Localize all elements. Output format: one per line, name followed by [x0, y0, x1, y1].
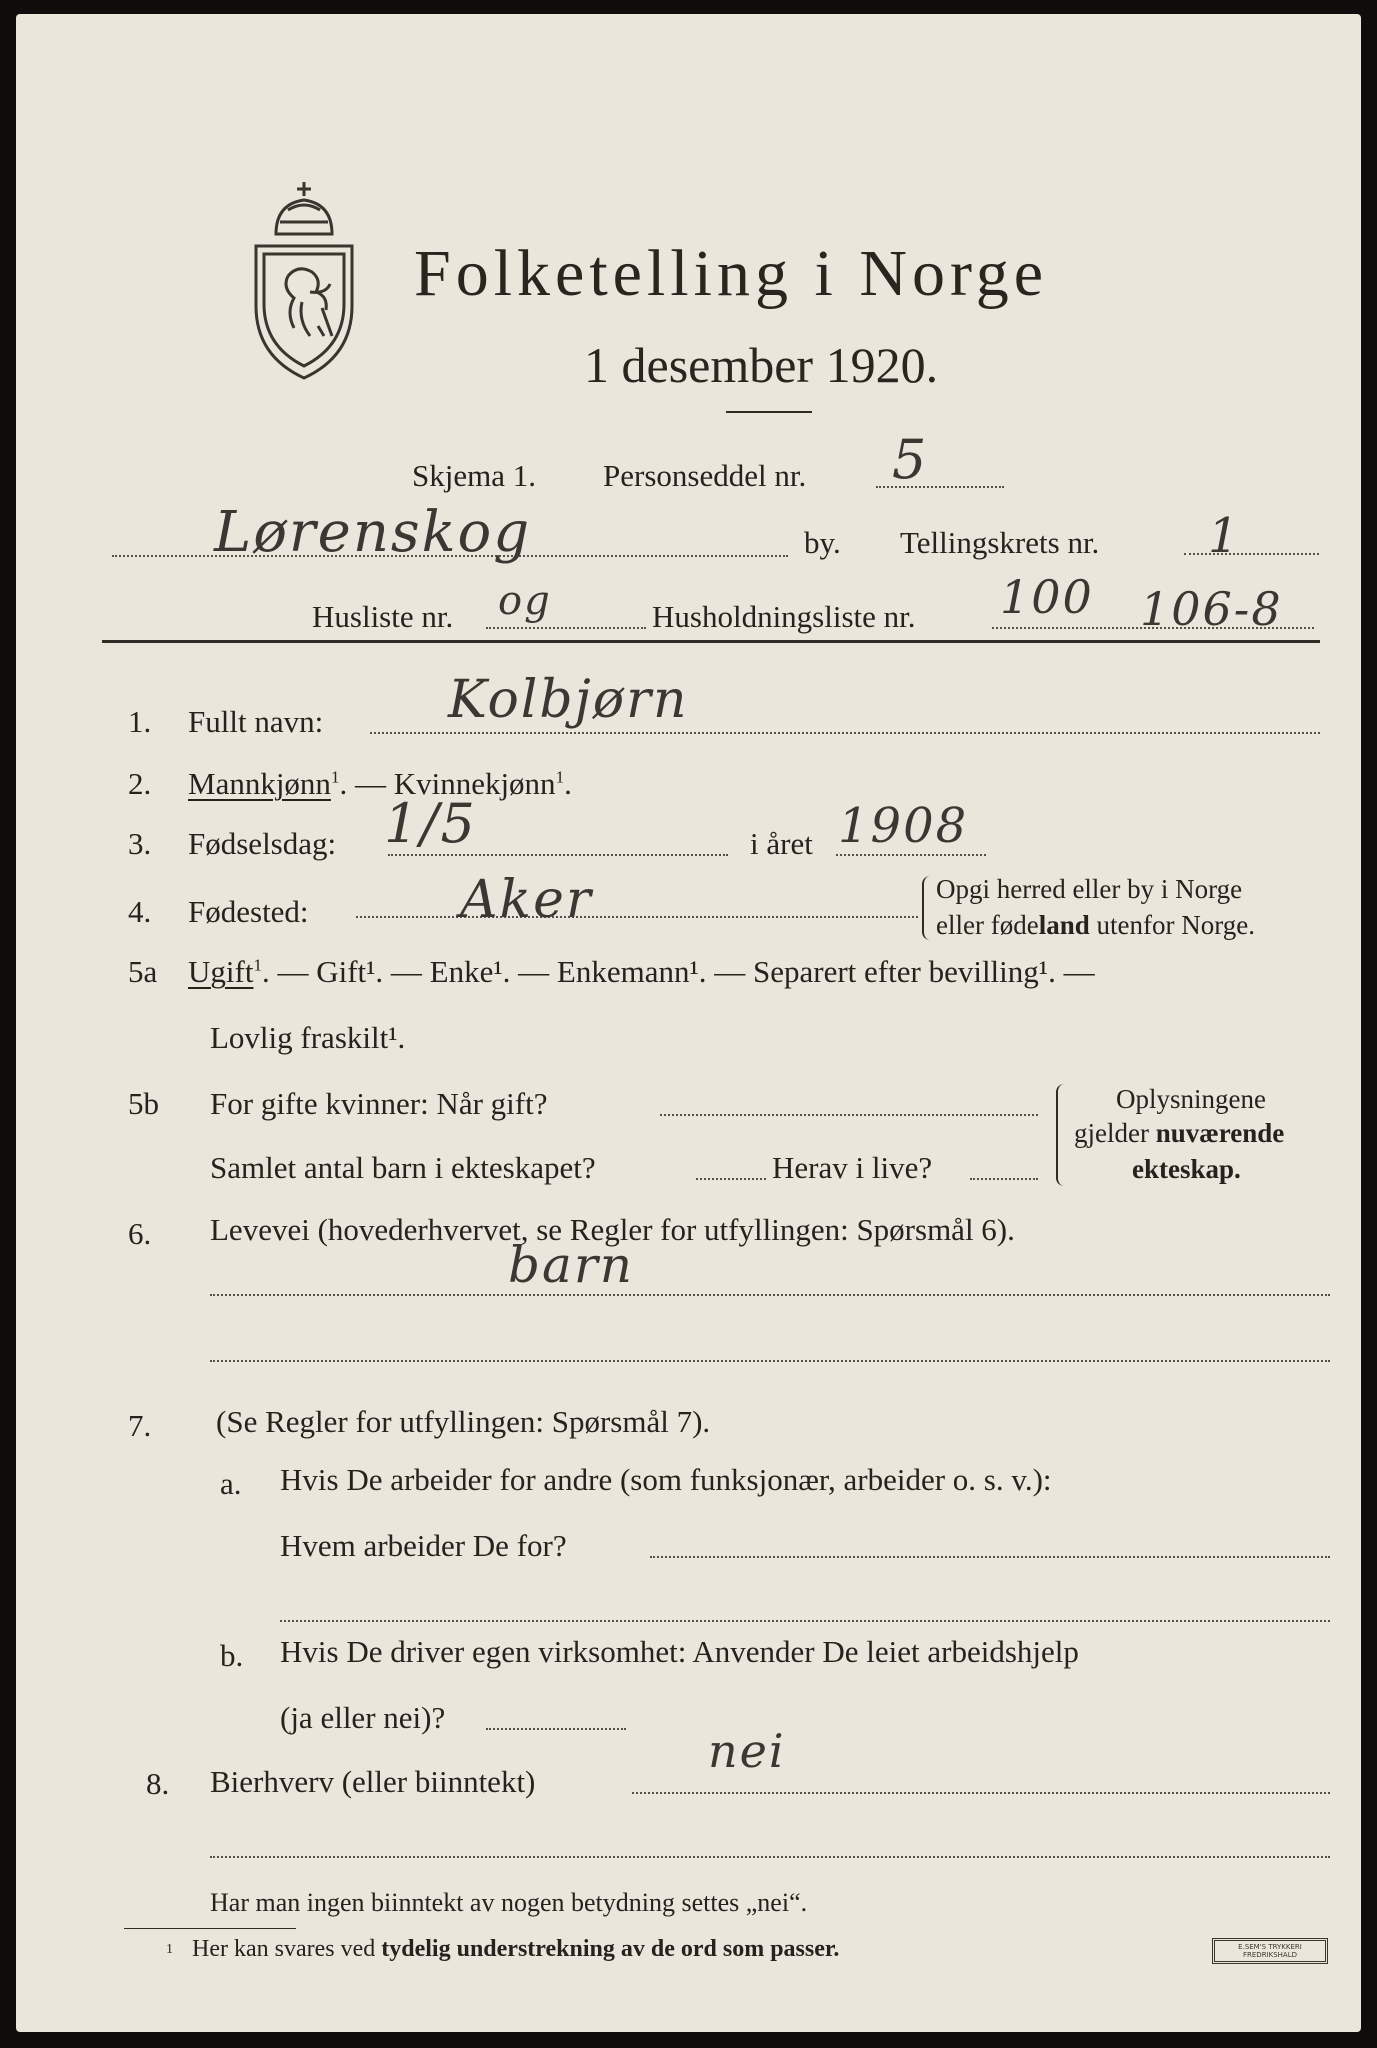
q5b-note-line3: ekteskap.	[1132, 1154, 1241, 1184]
q5a-line2: Lovlig fraskilt¹.	[210, 1020, 406, 1055]
tellingskrets-value: 1	[1208, 508, 1241, 564]
q5b-line2a: Samlet antal barn i ekteskapet?	[210, 1150, 596, 1185]
husholdningsliste-extra: 106-8	[1140, 582, 1283, 636]
footnote-divider	[124, 1928, 296, 1929]
q1-label: Fullt navn:	[188, 704, 324, 739]
q1-line	[370, 732, 1320, 734]
q4-value: Aker	[460, 870, 593, 930]
footnote-mark: 1	[166, 1942, 173, 1957]
tellingskrets-label: Tellingskrets nr.	[900, 525, 1100, 560]
q3-label: Fødselsdag:	[188, 826, 337, 861]
q5a-number: 5a	[128, 954, 158, 989]
skjema-label: Skjema 1.	[412, 458, 536, 493]
form-date: 1 desember 1920.	[584, 337, 939, 393]
q4-note-bracket	[922, 876, 932, 940]
q5b-alive-line	[970, 1178, 1038, 1180]
printer-stamp: E.SEM'S TRYKKERI FREDRIKSHALD	[1212, 1938, 1328, 1964]
census-form	[16, 14, 1361, 2032]
coat-of-arms-icon	[244, 176, 364, 386]
q3-value: 1/5	[384, 792, 477, 855]
q7a-employer-line	[650, 1556, 1330, 1558]
q8-line2	[210, 1856, 1330, 1858]
q4-note-line1: Opgi herred eller by i Norge	[936, 874, 1243, 904]
q3-year-line	[836, 854, 986, 856]
q5b-children-line	[696, 1178, 766, 1180]
husholdningsliste-label: Husholdningsliste nr.	[652, 599, 916, 634]
q5b-line1: For gifte kvinner: Når gift?	[210, 1086, 548, 1121]
q5b-number: 5b	[128, 1086, 159, 1121]
header-divider	[102, 640, 1320, 643]
q2-female-option[interactable]: Kvinnekjønn	[393, 766, 556, 801]
q2-number: 2.	[128, 766, 152, 801]
tellingskrets-line	[1184, 553, 1319, 555]
q6-line1	[210, 1294, 1330, 1296]
title-divider	[726, 411, 812, 413]
q5b-note-line2: gjelder nuværende	[1074, 1118, 1285, 1148]
by-label: by.	[804, 525, 841, 560]
q7a-line1: Hvis De arbeider for andre (som funksjonær, arbeider o. s. v.):	[280, 1462, 1052, 1497]
q6-value: barn	[508, 1236, 634, 1294]
q7a-line2: Hvem arbeider De for?	[280, 1528, 567, 1563]
husliste-value: og	[498, 578, 552, 624]
q8-label: Bierhverv (eller biinntekt)	[210, 1764, 536, 1799]
q8-number: 8.	[146, 1766, 170, 1801]
footnote-text: Her kan svares ved tydelig understrekning av de ord som passer.	[192, 1936, 840, 1962]
q2-sex-options: Mannkjønn$^1$. — Kvinnekjønn$^1$.	[188, 766, 572, 801]
q7b-letter: b.	[220, 1638, 244, 1673]
q5b-line2b: Herav i live?	[772, 1150, 933, 1185]
q8-value: nei	[708, 1724, 786, 1778]
q7a-letter: a.	[220, 1466, 242, 1501]
q5a-options: Ugift$^1$. — Gift¹. — Enke¹. — Enkemann¹. — Separert efter bevilling¹. —	[188, 954, 1095, 989]
q4-number: 4.	[128, 894, 152, 929]
q4-note-line2: eller fødeland utenfor Norge.	[936, 910, 1255, 940]
q7-label: (Se Regler for utfyllingen: Spørsmål 7).	[216, 1404, 711, 1439]
q2-male-option[interactable]: Mannkjønn	[188, 766, 331, 801]
personseddel-label: Personseddel nr.	[603, 458, 807, 493]
q3-year-label: i året	[750, 826, 813, 861]
q5b-note-bracket	[1056, 1084, 1068, 1186]
biinntekt-note: Har man ingen biinntekt av nogen betydning settes „nei“.	[210, 1888, 808, 1917]
q6-line2	[210, 1360, 1330, 1362]
form-title: Folketelling i Norge	[414, 237, 1049, 310]
personseddel-value: 5	[892, 428, 929, 491]
q5b-note-line1: Oplysningene	[1116, 1084, 1266, 1114]
q7-number: 7.	[128, 1408, 152, 1443]
q7b-line1: Hvis De driver egen virksomhet: Anvender De leiet arbeidshjelp	[280, 1634, 1079, 1669]
husliste-label: Husliste nr.	[312, 599, 454, 634]
q3-year-value: 1908	[838, 798, 969, 854]
q7a-employer-line2	[280, 1620, 1330, 1622]
q4-label: Fødested:	[188, 894, 309, 929]
q4-line	[356, 916, 918, 918]
by-value: Lørenskog	[214, 500, 532, 565]
husholdningsliste-value: 100	[1000, 570, 1094, 624]
q6-label: Levevei (hovederhvervet, se Regler for utfyllingen: Spørsmål 6).	[210, 1212, 1015, 1247]
husliste-line	[486, 627, 646, 629]
q1-value: Kolbjørn	[448, 670, 689, 730]
q5a-ugift-option[interactable]: Ugift	[188, 954, 254, 989]
q3-number: 3.	[128, 826, 152, 861]
q1-number: 1.	[128, 704, 152, 739]
q7b-answer-line	[486, 1728, 626, 1730]
q7b-line2: (ja eller nei)?	[280, 1700, 446, 1735]
q8-line	[632, 1792, 1330, 1794]
q5b-married-line	[660, 1114, 1038, 1116]
q6-number: 6.	[128, 1216, 152, 1251]
